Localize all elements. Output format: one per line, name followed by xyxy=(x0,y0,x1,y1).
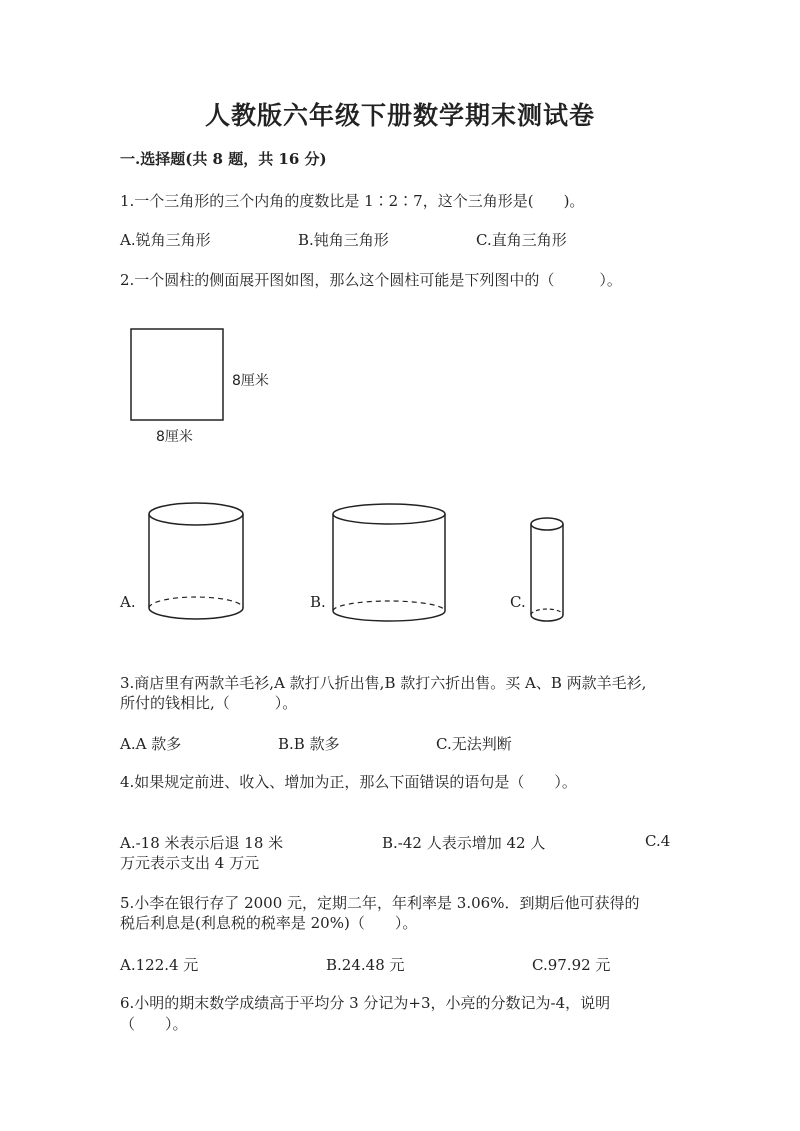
question-3-option-a: A.A 款多 xyxy=(120,735,182,753)
question-5-option-a: A.122.4 元 xyxy=(120,956,199,974)
question-4-option-a: A.-18 米表示后退 18 米 xyxy=(120,834,284,852)
section-heading: 一.选择题(共 8 题，共 16 分) xyxy=(120,150,327,168)
cylinder-a-bottom-front xyxy=(149,608,243,619)
question-2-text: 2.一个圆柱的侧面展开图如图，那么这个圆柱可能是下列图中的（ ）。 xyxy=(120,271,622,289)
net-right-dimension-label: 8厘米 xyxy=(232,373,269,389)
question-5-option-c: C.97.92 元 xyxy=(532,956,611,974)
question-3-text-line-2: 所付的钱相比,（ ）。 xyxy=(120,694,298,712)
question-4-option-b: B.-42 人表示增加 42 人 xyxy=(382,834,546,852)
cylinder-c-bottom-front xyxy=(531,615,563,621)
cylinder-c-top-ellipse xyxy=(531,518,563,530)
cylinder-c-figure xyxy=(529,515,567,627)
question-3-option-b: B.B 款多 xyxy=(278,735,340,753)
question-4-option-c: C.4 xyxy=(645,832,671,850)
question-3-text-line-1: 3.商店里有两款羊毛衫,A 款打八折出售,B 款打六折出售。买 A、B 两款羊毛衫, xyxy=(120,674,647,692)
question-4-option-c-continued: 万元表示支出 4 万元 xyxy=(120,854,260,872)
cylinder-a-top-ellipse xyxy=(149,503,243,525)
net-bottom-dimension-label: 8厘米 xyxy=(156,429,193,445)
cylinder-a-bottom-back xyxy=(149,597,243,608)
net-square-figure xyxy=(130,328,224,422)
question-1-option-b: B.钝角三角形 xyxy=(298,231,389,249)
question-4-text: 4.如果规定前进、收入、增加为正，那么下面错误的语句是（ ）。 xyxy=(120,773,577,791)
question-5-text-line-2: 税后利息是(利息税的税率是 20%)（ ）。 xyxy=(120,914,418,932)
question-5-text-line-1: 5.小李在银行存了 2000 元，定期二年，年利率是 3.06%．到期后他可获得的 xyxy=(120,894,640,912)
net-square xyxy=(131,329,223,420)
question-1-option-a: A.锐角三角形 xyxy=(120,231,211,249)
question-6-text-line-2: （ ）。 xyxy=(120,1015,188,1033)
question-3-option-c: C.无法判断 xyxy=(436,735,512,753)
cylinder-b-bottom-front xyxy=(333,611,445,621)
question-2-option-b: B. xyxy=(310,593,326,611)
cylinder-c-bottom-back xyxy=(531,609,563,615)
cylinder-b-figure xyxy=(331,502,449,626)
question-6-text-line-1: 6.小明的期末数学成绩高于平均分 3 分记为+3，小亮的分数记为-4，说明 xyxy=(120,994,611,1012)
question-5-option-b: B.24.48 元 xyxy=(326,956,405,974)
question-2-option-c: C. xyxy=(510,593,526,611)
cylinder-a-figure xyxy=(146,500,246,624)
question-2-option-a: A. xyxy=(120,593,136,611)
question-1-option-c: C.直角三角形 xyxy=(476,231,567,249)
question-1-text: 1.一个三角形的三个内角的度数比是 1∶2∶7，这个三角形是( )。 xyxy=(120,192,585,210)
page-title: 人教版六年级下册数学期末测试卷 xyxy=(204,101,595,130)
cylinder-b-top-ellipse xyxy=(333,504,445,524)
cylinder-b-bottom-back xyxy=(333,601,445,611)
